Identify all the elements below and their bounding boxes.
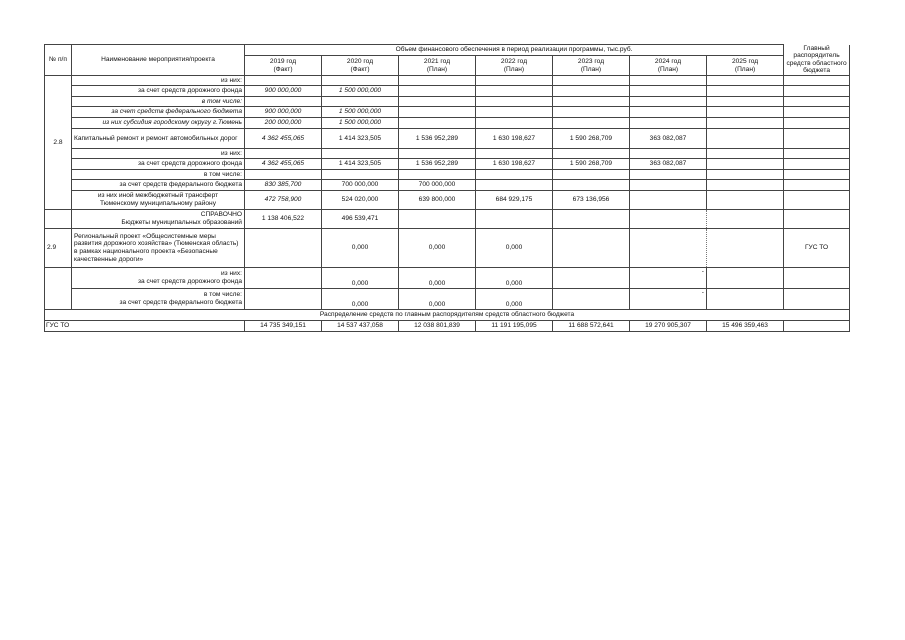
value-cell: 900 000,000 xyxy=(245,86,322,97)
value-cell: 0,000 xyxy=(476,268,553,289)
header-year-2022: 2022 год (План) xyxy=(476,56,553,76)
row-label: из них субсидия городскому округу г.Тюмень xyxy=(72,118,245,129)
header-num: № п/п xyxy=(45,45,72,76)
table-row xyxy=(45,97,850,107)
financial-table xyxy=(44,44,850,332)
value-cell: 200 000,000 xyxy=(245,118,322,129)
value-cell: 14 735 349,151 xyxy=(245,321,322,332)
table-row xyxy=(45,268,850,289)
header-year-2023: 2023 год (План) xyxy=(553,56,630,76)
row-label: из них: xyxy=(72,76,245,86)
value-cell: 363 082,087 xyxy=(630,159,707,170)
header-year-2019: 2019 год (Факт) xyxy=(245,56,322,76)
value-cell: 1 500 000,000 xyxy=(322,118,399,129)
value-cell: 1 536 952,289 xyxy=(399,129,476,149)
value-cell: 1 414 323,505 xyxy=(322,129,399,149)
value-cell: 700 000,000 xyxy=(399,180,476,191)
manager-cell: ГУС ТО xyxy=(784,229,850,268)
value-cell: 19 270 905,307 xyxy=(630,321,707,332)
header-name: Наименование мероприятия/проекта xyxy=(72,45,245,76)
value-cell: 0,000 xyxy=(399,268,476,289)
transfer-label: из них иной межбюджетный трансферт Тюменскому муниципальному району xyxy=(72,191,245,210)
value-cell: 11 688 572,641 xyxy=(553,321,630,332)
value-cell: 472 758,900 xyxy=(245,191,322,210)
table-row xyxy=(45,118,850,129)
value-cell: 830 385,700 xyxy=(245,180,322,191)
table-row xyxy=(45,229,850,268)
row-label: в том числе: xyxy=(72,97,245,107)
value-cell: 0,000 xyxy=(476,289,553,310)
row-label: из них: xyxy=(72,149,245,159)
total-row xyxy=(45,321,850,332)
table-row xyxy=(45,289,850,310)
header-manager: Главный распорядитель средств областного бюджета xyxy=(784,45,850,76)
value-cell: 0,000 xyxy=(322,289,399,310)
value-cell: 12 038 801,839 xyxy=(399,321,476,332)
table-row xyxy=(45,159,850,170)
table-row xyxy=(45,129,850,149)
table-row xyxy=(45,86,850,97)
table-row xyxy=(45,180,850,191)
header-year-2025: 2025 год (План) xyxy=(707,56,784,76)
row-label: за счет средств дорожного фонда xyxy=(72,159,245,170)
header-year-2021: 2021 год (План) xyxy=(399,56,476,76)
value-cell: 0,000 xyxy=(322,229,399,268)
value-cell: 684 929,175 xyxy=(476,191,553,210)
value-cell: 14 537 437,058 xyxy=(322,321,399,332)
value-cell: 363 082,087 xyxy=(630,129,707,149)
value-cell: 1 630 198,627 xyxy=(476,159,553,170)
value-cell: 15 496 359,463 xyxy=(707,321,784,332)
sub-label: из них: за счет средств дорожного фонда xyxy=(72,268,245,289)
header-year-2024: 2024 год (План) xyxy=(630,56,707,76)
row-label: за счет средств дорожного фонда xyxy=(72,86,245,97)
sub-label: в том числе: за счет средств федерального бюджета xyxy=(72,289,245,310)
table-row xyxy=(45,310,850,321)
table-row xyxy=(45,191,850,210)
value-cell: 496 539,471 xyxy=(322,210,399,229)
row-label: в том числе: xyxy=(72,170,245,180)
capital-repair-label: Капитальный ремонт и ремонт автомобильных дорог xyxy=(72,129,245,149)
table-row xyxy=(45,76,850,86)
value-cell: 1 536 952,289 xyxy=(399,159,476,170)
value-cell: 524 020,000 xyxy=(322,191,399,210)
value-cell: 0,000 xyxy=(322,268,399,289)
value-cell: 4 362 455,065 xyxy=(245,129,322,149)
reference-label: СПРАВОЧНО Бюджеты муниципальных образований xyxy=(72,210,245,229)
value-cell: 1 414 323,505 xyxy=(322,159,399,170)
value-cell: 1 138 406,522 xyxy=(245,210,322,229)
value-cell: 11 191 195,095 xyxy=(476,321,553,332)
value-cell: 673 136,956 xyxy=(553,191,630,210)
value-cell xyxy=(245,289,322,310)
row-number-2-9: 2.9 xyxy=(45,229,72,268)
row-label: за счет средств федерального бюджета xyxy=(72,180,245,191)
dash-cell: - xyxy=(630,268,707,289)
row-label: за счет средств федерального бюджета xyxy=(72,107,245,118)
value-cell: 1 630 198,627 xyxy=(476,129,553,149)
value-cell: 0,000 xyxy=(399,289,476,310)
value-cell: 0,000 xyxy=(399,229,476,268)
total-row-label: ГУС ТО xyxy=(45,321,245,332)
regional-project-label: Региональный проект «Общесистемные меры развития дорожного хозяйства» (Тюменская область) в рамках национального проекта «Безопасные качественные дороги» xyxy=(72,229,245,268)
value-cell: 4 362 455,065 xyxy=(245,159,322,170)
value-cell: 700 000,000 xyxy=(322,180,399,191)
value-cell: 639 800,000 xyxy=(399,191,476,210)
table-row xyxy=(45,210,850,229)
value-cell xyxy=(245,229,322,268)
table-row xyxy=(45,170,850,180)
value-cell: 1 500 000,000 xyxy=(322,107,399,118)
table-row xyxy=(45,149,850,159)
header-funding: Объем финансового обеспечения в период реализации программы, тыс.руб. xyxy=(245,45,784,56)
value-cell: 900 000,000 xyxy=(245,107,322,118)
row-number-2-8: 2.8 xyxy=(45,76,72,210)
table-row xyxy=(45,107,850,118)
dash-cell: - xyxy=(630,289,707,310)
value-cell: 1 590 268,709 xyxy=(553,159,630,170)
value-cell: 0,000 xyxy=(476,229,553,268)
financial-table-sheet xyxy=(44,44,849,332)
header-year-2020: 2020 год (Факт) xyxy=(322,56,399,76)
distribution-title: Распределение средств по главным распорядителям средств областного бюджета xyxy=(45,310,850,321)
value-cell: 1 500 000,000 xyxy=(322,86,399,97)
value-cell xyxy=(245,268,322,289)
value-cell: 1 590 268,709 xyxy=(553,129,630,149)
